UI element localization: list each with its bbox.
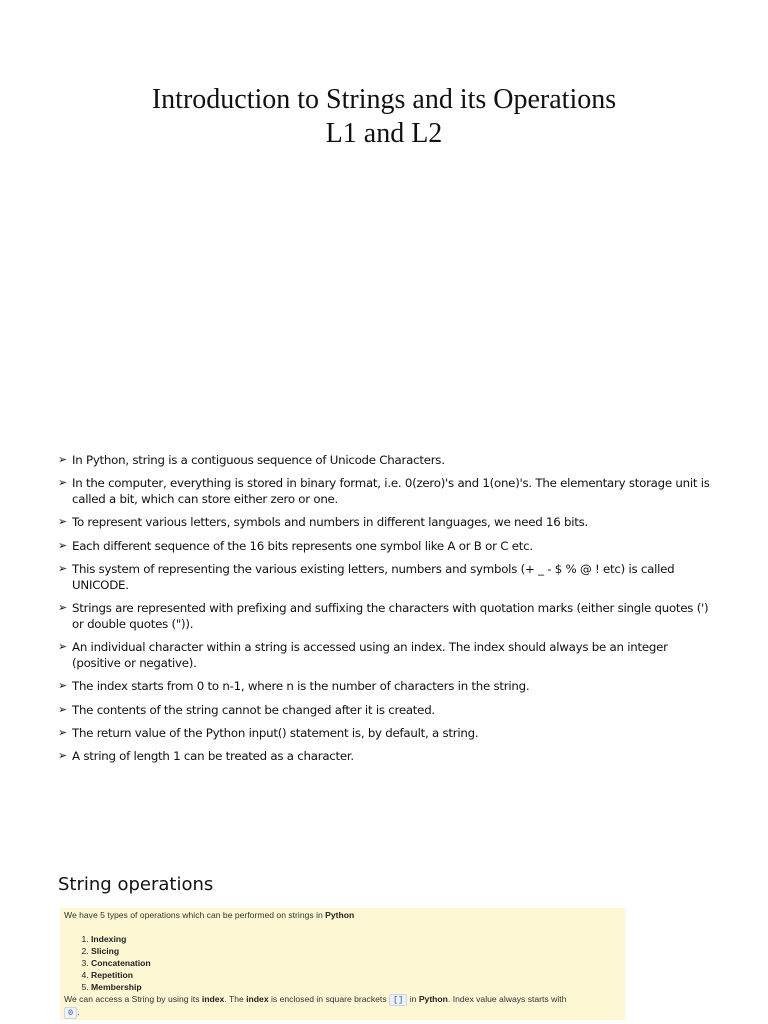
list-item: ➢ An individual character within a string is accessed using an index. The index should always be an integer (positive or negative). [58,640,668,671]
arrow-bullet-icon: ➢ [58,679,67,693]
title-line-2: L1 and L2 [325,118,443,149]
operations-list [64,933,621,993]
arrow-bullet-icon: ➢ [58,748,67,762]
arrow-bullet-icon: ➢ [58,538,67,552]
page-title [0,83,768,151]
list-item: ➢ In Python, string is a contiguous sequence of Unicode Characters. [58,453,445,467]
operation-item: 4. Repetition [91,969,621,981]
list-item: ➢ A string of length 1 can be treated as a character. [58,748,354,763]
arrow-bullet-icon: ➢ [58,561,67,575]
title-line-1: Introduction to Strings and its Operations [151,84,617,115]
list-item: ➢ In the computer, everything is stored in binary format, i.e. 0(zero)'s and 1(one)'s. The elementary storage unit is called a bit, which can store either zero or one. [58,476,710,507]
arrow-bullet-icon: ➢ [58,702,67,716]
arrow-bullet-icon: ➢ [58,640,67,654]
arrow-bullet-icon: ➢ [58,515,67,529]
code-zero: 0 [64,1007,77,1019]
section-heading: String operations [58,874,214,895]
index-start-text: 0 . [64,1006,621,1019]
list-item: ➢ Strings are represented with prefixing and suffixing the characters with quotation marks (either single quotes (') or double quotes (")). [58,600,709,631]
arrow-bullet-icon: ➢ [58,725,67,739]
list-item: ➢ The return value of the Python input() statement is, by default, a string. [58,725,479,740]
bullet-list [58,452,718,771]
arrow-bullet-icon: ➢ [58,476,67,490]
string-operations-box [60,908,625,1020]
operation-item: 1. Indexing [91,933,621,945]
list-item: ➢ The index starts from 0 to n-1, where n is the number of characters in the string. [58,679,530,694]
arrow-bullet-icon: ➢ [58,600,67,614]
operation-item: 2. Slicing [91,945,621,957]
list-item: ➢ The contents of the string cannot be changed after it is created. [58,702,435,717]
code-brackets: [] [389,994,407,1006]
operation-item: 3. Concatenation [91,957,621,969]
list-item: ➢ To represent various letters, symbols and numbers in different languages, we need 16 bits. [58,515,588,530]
operation-item: 5. Membership [91,981,621,993]
arrow-bullet-icon: ➢ [58,453,67,466]
index-access-text: We can access a String by using its index. The index is enclosed in square brackets [] in Python. Index value always starts with [64,994,567,1005]
list-item: ➢ This system of representing the various existing letters, numbers and symbols (+ _ - $ % @ ! etc) is called UNICODE. [58,561,675,592]
list-item: ➢ Each different sequence of the 16 bits represents one symbol like A or B or C etc. [58,538,533,553]
intro-text: We have 5 types of operations which can be performed on strings in Python [64,910,355,920]
